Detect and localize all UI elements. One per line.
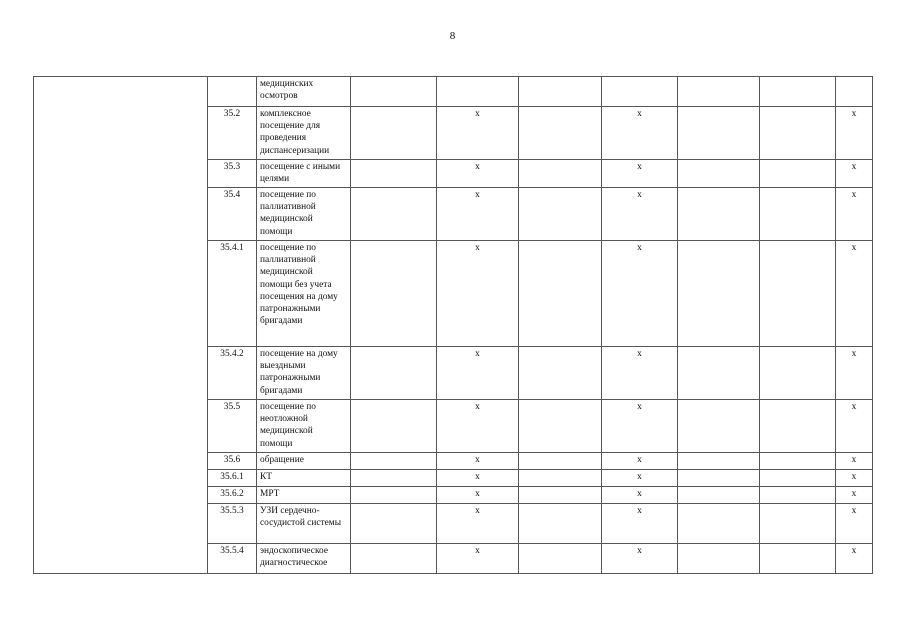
table-row (34, 544, 873, 574)
row-name: МРТ (257, 487, 351, 504)
mark-cell: x (437, 347, 519, 400)
mark-cell: x (836, 188, 873, 241)
table-row (34, 400, 873, 453)
mark-cell: x (602, 347, 678, 400)
empty-cell (678, 160, 760, 188)
empty-cell (519, 453, 602, 470)
row-name: посещение на дому выездными патронажными бригадами (257, 347, 351, 400)
mark-cell: x (836, 453, 873, 470)
empty-cell (34, 504, 208, 544)
empty-cell (519, 77, 602, 107)
empty-cell (34, 347, 208, 400)
empty-cell (351, 188, 437, 241)
mark-cell: x (602, 107, 678, 160)
table-row (34, 107, 873, 160)
mark-cell: x (602, 544, 678, 574)
row-name: КТ (257, 470, 351, 487)
empty-cell (678, 453, 760, 470)
empty-cell (351, 453, 437, 470)
empty-cell (760, 470, 836, 487)
empty-cell (678, 107, 760, 160)
empty-cell (760, 241, 836, 347)
table-row (34, 504, 873, 544)
row-name: посещение с иными целями (257, 160, 351, 188)
empty-cell (519, 160, 602, 188)
empty-cell (351, 347, 437, 400)
row-number: 35.5 (208, 400, 257, 453)
mark-cell: x (437, 504, 519, 544)
empty-cell (34, 544, 208, 574)
empty-cell (519, 470, 602, 487)
mark-cell: x (602, 188, 678, 241)
mark-cell: x (437, 160, 519, 188)
empty-cell (34, 487, 208, 504)
services-table (33, 76, 873, 574)
table-row (34, 160, 873, 188)
mark-cell: x (836, 241, 873, 347)
empty-cell (760, 544, 836, 574)
mark-cell: x (602, 453, 678, 470)
empty-cell (678, 188, 760, 241)
empty-cell (34, 470, 208, 487)
empty-cell (678, 347, 760, 400)
mark-cell: x (836, 160, 873, 188)
empty-cell (678, 77, 760, 107)
table-body (34, 77, 873, 574)
empty-cell (351, 241, 437, 347)
mark-cell: x (437, 453, 519, 470)
empty-cell (519, 188, 602, 241)
empty-cell (34, 160, 208, 188)
mark-cell: x (602, 487, 678, 504)
mark-cell: x (437, 188, 519, 241)
empty-cell (760, 160, 836, 188)
table-row (34, 77, 873, 107)
table-row (34, 241, 873, 347)
mark-cell: x (836, 470, 873, 487)
mark-cell (836, 77, 873, 107)
row-number: 35.4.1 (208, 241, 257, 347)
row-name: посещение по паллиативной медицинской помощи без учета посещения на дому патронажными бригадами (257, 241, 351, 347)
empty-cell (678, 504, 760, 544)
empty-cell (351, 160, 437, 188)
mark-cell: x (836, 400, 873, 453)
empty-cell (760, 504, 836, 544)
mark-cell: x (437, 487, 519, 504)
mark-cell: x (437, 470, 519, 487)
mark-cell: x (602, 400, 678, 453)
empty-cell (34, 400, 208, 453)
row-number: 35.6 (208, 453, 257, 470)
table-row (34, 470, 873, 487)
empty-cell (351, 107, 437, 160)
table-row (34, 453, 873, 470)
mark-cell: x (437, 400, 519, 453)
row-number: 35.2 (208, 107, 257, 160)
mark-cell: x (836, 347, 873, 400)
row-name: посещение по неотложной медицинской помощи (257, 400, 351, 453)
empty-cell (519, 241, 602, 347)
empty-cell (351, 487, 437, 504)
empty-cell (519, 504, 602, 544)
empty-cell (34, 107, 208, 160)
table-row (34, 487, 873, 504)
mark-cell: x (437, 107, 519, 160)
empty-cell (34, 188, 208, 241)
mark-cell: x (437, 544, 519, 574)
mark-cell (602, 77, 678, 107)
row-name: обращение (257, 453, 351, 470)
row-number (208, 77, 257, 107)
empty-cell (519, 347, 602, 400)
empty-cell (34, 77, 208, 107)
mark-cell: x (602, 160, 678, 188)
row-number: 35.4 (208, 188, 257, 241)
table-row (34, 347, 873, 400)
empty-cell (678, 470, 760, 487)
empty-cell (351, 77, 437, 107)
mark-cell: x (836, 487, 873, 504)
row-number: 35.3 (208, 160, 257, 188)
empty-cell (760, 77, 836, 107)
empty-cell (351, 504, 437, 544)
mark-cell (437, 77, 519, 107)
empty-cell (351, 544, 437, 574)
mark-cell: x (836, 107, 873, 160)
mark-cell: x (602, 470, 678, 487)
empty-cell (519, 107, 602, 160)
row-name: эндоскопическое диагностическое (257, 544, 351, 574)
empty-cell (34, 241, 208, 347)
row-name: комплексное посещение для проведения диспансеризации (257, 107, 351, 160)
row-name: посещение по паллиативной медицинской помощи (257, 188, 351, 241)
empty-cell (351, 470, 437, 487)
empty-cell (760, 453, 836, 470)
empty-cell (519, 487, 602, 504)
empty-cell (760, 400, 836, 453)
mark-cell: x (602, 241, 678, 347)
table-row (34, 188, 873, 241)
row-number: 35.5.3 (208, 504, 257, 544)
empty-cell (760, 487, 836, 504)
page-number: 8 (449, 30, 456, 42)
empty-cell (678, 241, 760, 347)
row-name: УЗИ сердечно-сосудистой системы (257, 504, 351, 544)
empty-cell (519, 400, 602, 453)
empty-cell (351, 400, 437, 453)
empty-cell (678, 487, 760, 504)
empty-cell (760, 347, 836, 400)
empty-cell (760, 188, 836, 241)
empty-cell (760, 107, 836, 160)
mark-cell: x (602, 504, 678, 544)
empty-cell (678, 400, 760, 453)
mark-cell: x (836, 504, 873, 544)
empty-cell (678, 544, 760, 574)
empty-cell (519, 544, 602, 574)
mark-cell: x (437, 241, 519, 347)
row-number: 35.4.2 (208, 347, 257, 400)
row-number: 35.5.4 (208, 544, 257, 574)
row-number: 35.6.2 (208, 487, 257, 504)
empty-cell (34, 453, 208, 470)
mark-cell: x (836, 544, 873, 574)
row-name: медицинских осмотров (257, 77, 351, 107)
row-number: 35.6.1 (208, 470, 257, 487)
